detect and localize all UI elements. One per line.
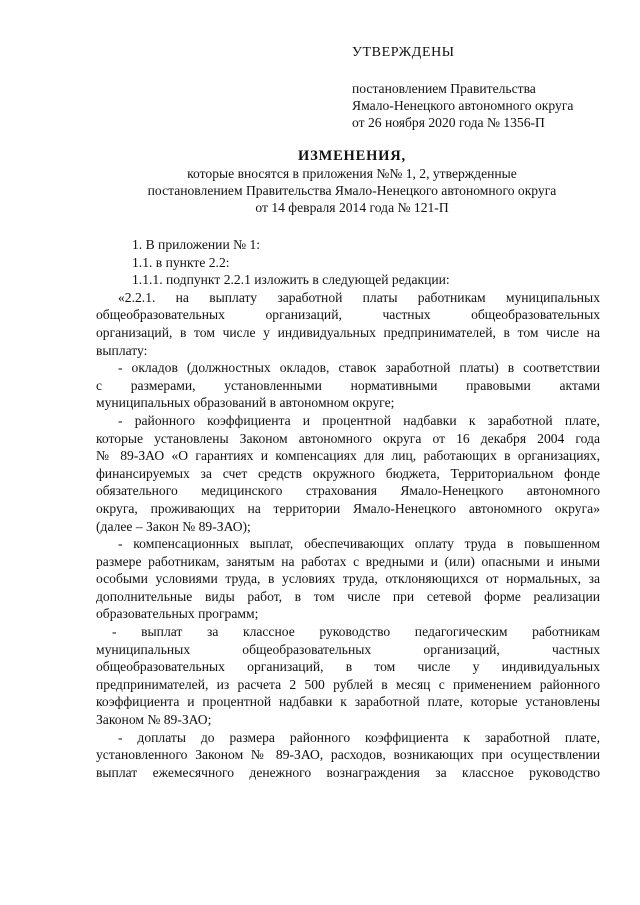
- paragraph-compensation: [96, 535, 600, 623]
- text-line: муниципальных образований в автономном округе;: [96, 395, 395, 411]
- text-line: выплату:: [96, 342, 148, 358]
- text-line: (далее – Закон № 89-ЗАО);: [96, 518, 251, 534]
- text-line: - районного коэффициента и процентной надбавки к заработной плате,: [118, 412, 600, 428]
- paragraph-extra-payment: [96, 729, 600, 782]
- paragraph-class-management: [96, 623, 600, 729]
- paragraph-intro: [96, 289, 600, 359]
- text-line: - окладов (должностных окладов, ставок заработной платы) в соответствии: [118, 360, 600, 376]
- approval-line: постановлением Правительства: [352, 81, 536, 96]
- paragraph-coefficient: [96, 412, 600, 535]
- text-line: - компенсационных выплат, обеспечивающих оплату труда в повышенном: [118, 536, 600, 552]
- text-line: обязательного медицинского страхования Ямало-Ненецкого автономного: [96, 483, 600, 499]
- approval-stamp: УТВЕРЖДЕНЫ: [352, 45, 455, 60]
- clause-1-1: 1.1. в пункте 2.2:: [132, 254, 230, 270]
- text-line: муниципальных общеобразовательных организаций, частных: [96, 641, 600, 657]
- approval-line: Ямало-Ненецкого автономного округа: [352, 98, 574, 113]
- title-line: которые вносятся в приложения №№ 1, 2, утвержденные: [187, 166, 517, 181]
- text-line: общеобразовательных организаций, частных общеобразовательных: [96, 307, 600, 323]
- title-block: [96, 148, 608, 216]
- text-line: «2.2.1. на выплату заработной платы работникам муниципальных: [118, 289, 600, 305]
- text-line: особыми условиями труда, в условиях труда, отклоняющихся от нормальных, за: [96, 571, 600, 587]
- text-line: с размерами, установленными нормативными правовыми актами: [96, 377, 600, 393]
- text-line: образовательных программ;: [96, 606, 259, 622]
- text-line: организаций, в том числе у индивидуальных предпринимателей, в том числе на: [96, 324, 600, 340]
- paragraph-salary: [96, 359, 600, 412]
- text-line: предпринимателей, из расчета 2 500 рублей в месяц с применением районного: [96, 676, 600, 692]
- text-line: - доплаты до размера районного коэффициента к заработной плате,: [118, 729, 600, 745]
- text-line: дополнительные виды работ, в том числе при сетевой форме реализации: [96, 588, 600, 604]
- text-line: установленного Законом № 89-ЗАО, расходов, возникающих при осуществлении: [96, 747, 600, 763]
- text-line: № 89-ЗАО «О гарантиях и компенсациях для лиц, работающих в организациях,: [96, 448, 600, 464]
- title-line: постановлением Правительства Ямало-Ненецкого автономного округа: [147, 183, 557, 198]
- approval-line: от 26 ноября 2020 года № 1356-П: [352, 115, 545, 130]
- text-line: общеобразовательных организаций, в том числе у индивидуальных: [96, 659, 600, 675]
- clause-1: 1. В приложении № 1:: [132, 237, 261, 252]
- text-line: финансируемых за счет средств окружного бюджета, Территориальном фонде: [96, 465, 600, 481]
- text-line: которые установлены Законом автономного округа от 16 декабря 2004 года: [96, 430, 600, 446]
- text-line: - выплат за классное руководство педагогическим работникам: [112, 624, 600, 640]
- text-line: коэффициента и процентной надбавки к заработной плате, которые установлены: [96, 694, 600, 710]
- text-line: размере работникам, занятым на работах с вредными и (или) опасными и иными: [96, 553, 600, 569]
- text-line: Законом № 89-ЗАО;: [96, 712, 212, 728]
- clause-1-1-1: 1.1.1. подпункт 2.2.1 изложить в следующей редакции:: [132, 272, 450, 288]
- approval-block: [352, 44, 622, 131]
- document-title: ИЗМЕНЕНИЯ,: [298, 148, 406, 164]
- text-line: округа, проживающих на территории Ямало-Ненецкого автономного округа»: [96, 500, 600, 516]
- document-body: [96, 236, 600, 781]
- text-line: выплат ежемесячного денежного вознаграждения за классное руководство: [96, 764, 600, 780]
- title-line: от 14 февраля 2014 года № 121-П: [255, 200, 449, 215]
